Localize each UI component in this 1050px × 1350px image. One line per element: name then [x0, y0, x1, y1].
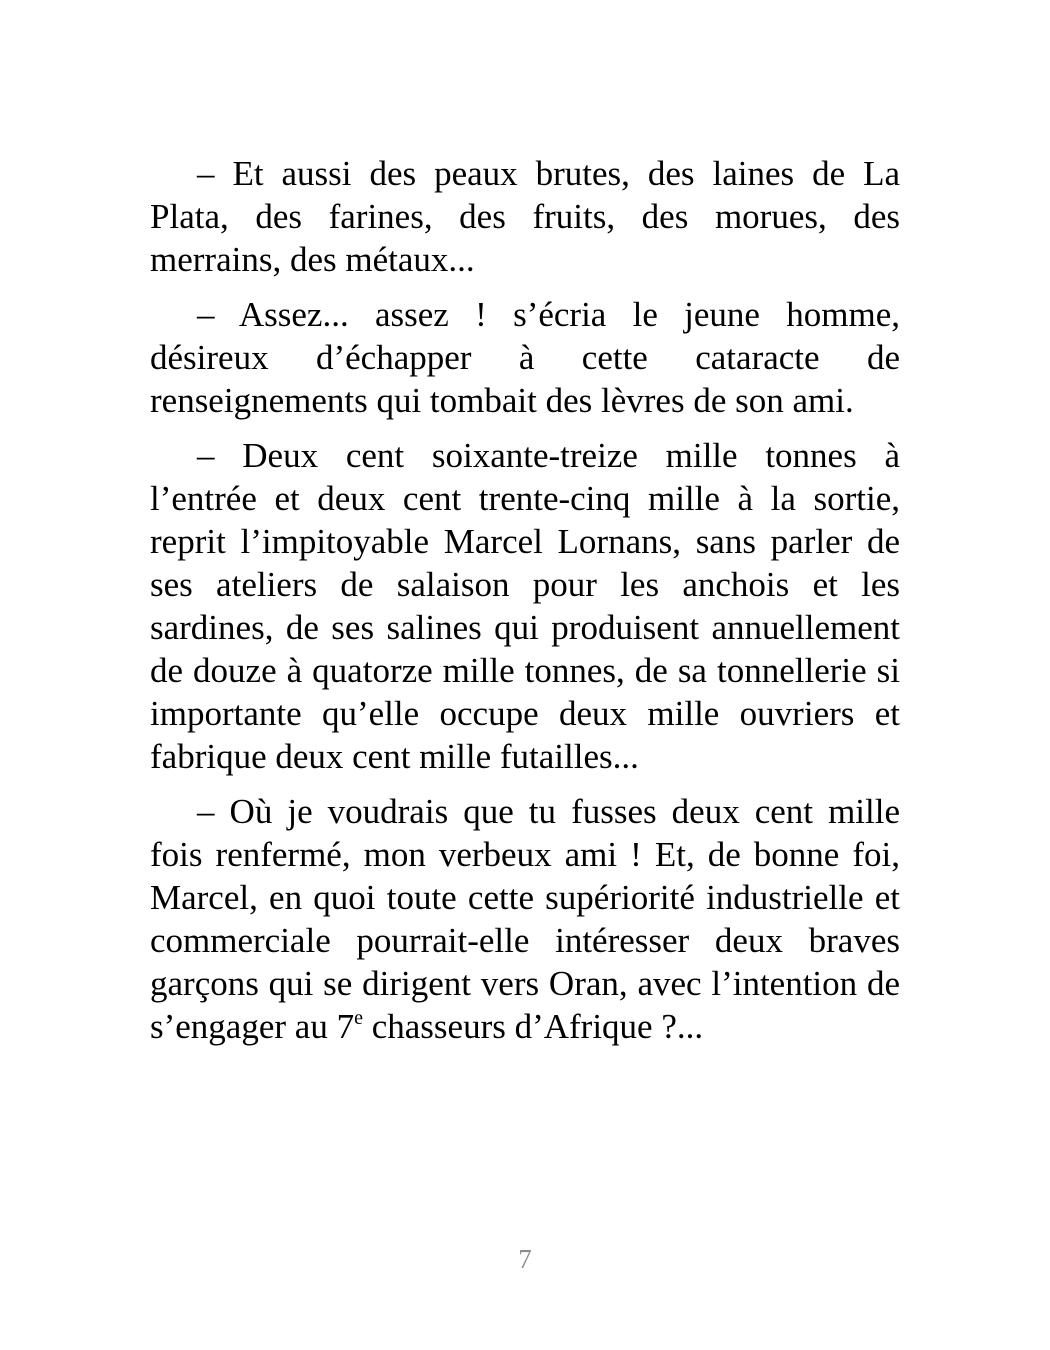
paragraph-4-text: – Où je voudrais que tu fusses deux cent mille fois renfermé, mon verbeux ami ! Et, de bonne foi, Marcel, en quoi toute cette supériorité industrielle et commerciale pourrait-elle intéresser deux braves garçons qui se dirigent vers Oran, avec l’intention de s’engager au 7 [150, 792, 900, 1046]
paragraph-1: – Et aussi des peaux brutes, des laines de La Plata, des farines, des fruits, des morues, des merrains, des métaux... [150, 154, 900, 279]
page-number: 7 [518, 1244, 532, 1274]
ordinal-superscript: e [354, 1007, 363, 1029]
paragraph-2: – Assez... assez ! s’écria le jeune homme, désireux d’échapper à cette cataracte de renseignements qui tombait des lèvres de son ami. [150, 295, 900, 420]
paragraph-4 [150, 790, 900, 1048]
paragraph-3: – Deux cent soixante-treize mille tonnes à l’entrée et deux cent trente-cinq mille à la sortie, reprit l’impitoyable Marcel Lornans, sans parler de ses ateliers de salaison pour les anchois et les sardines, de ses salines qui produisent annuellement de douze à quatorze mille tonnes, de sa tonnellerie si importante qu’elle occupe deux mille ouvriers et fabrique deux cent mille futailles... [150, 436, 900, 776]
paragraph-4-tail: chasseurs d’Afrique ?... [362, 1007, 704, 1046]
body-text [150, 152, 900, 1060]
